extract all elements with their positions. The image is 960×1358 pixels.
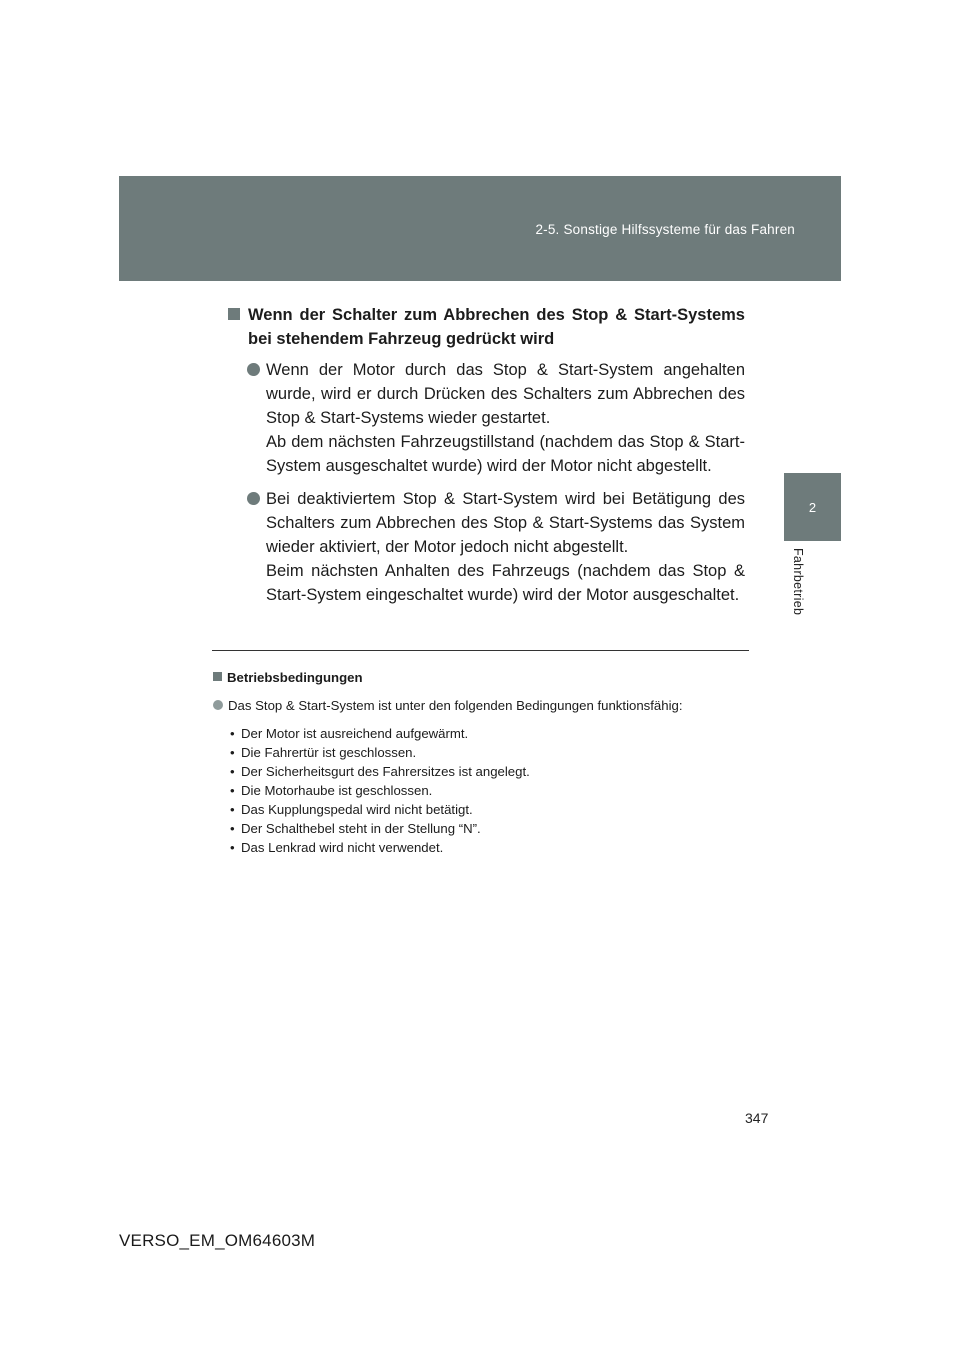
condition-item: • Die Motorhaube ist geschlossen. [230, 781, 743, 800]
circle-bullet-icon [213, 700, 223, 710]
main-list-item [228, 358, 745, 478]
main-item-paragraph: Ab dem nächsten Fahrzeugstillstand (nachdem das Stop & Start-System ausgeschaltet wurde) wird der Motor nicht abgestellt. [266, 433, 745, 475]
square-bullet-icon [228, 308, 240, 320]
main-item-paragraph: Wenn der Motor durch das Stop & Start-System angehalten wurde, wird er durch Drücken des Schalters zum Abbrechen des Stop & Start-Systems wieder gestartet. [266, 361, 745, 427]
condition-item: • Das Kupplungspedal wird nicht betätigt. [230, 800, 743, 819]
chapter-label: Fahrbetrieb [791, 548, 805, 616]
main-heading [228, 303, 745, 351]
condition-item: • Die Fahrertür ist geschlossen. [230, 743, 743, 762]
condition-item: • Das Lenkrad wird nicht verwendet. [230, 838, 743, 857]
document-code: VERSO_EM_OM64603M [119, 1231, 316, 1250]
chapter-tab [784, 473, 841, 541]
main-item-paragraph: Bei deaktiviertem Stop & Start-System wird bei Betätigung des Schalters zum Abbrechen des Stop & Start-Systems das System wieder aktiviert, der Motor jedoch nicht abgestellt. [266, 490, 745, 556]
notes-section [213, 668, 743, 857]
section-header-bar [119, 176, 841, 281]
main-list-item [228, 487, 745, 607]
condition-item: • Der Sicherheitsgurt des Fahrersitzes ist angelegt. [230, 762, 743, 781]
main-item-paragraph: Beim nächsten Anhalten des Fahrzeugs (nachdem das Stop & Start-System eingeschaltet wurde) wird der Motor ausgeschaltet. [266, 562, 745, 604]
section-title: 2-5. Sonstige Hilfssysteme für das Fahren [535, 222, 795, 237]
notes-heading [213, 668, 743, 687]
main-heading-text: Wenn der Schalter zum Abbrechen des Stop & Start-Systems bei stehendem Fahrzeug gedrückt wird [248, 306, 745, 348]
notes-heading-text: Betriebsbedingungen [227, 670, 363, 685]
condition-item: • Der Motor ist ausreichend aufgewärmt. [230, 724, 743, 743]
circle-bullet-icon [247, 363, 260, 376]
main-content [228, 303, 745, 616]
notes-intro: Das Stop & Start-System ist unter den folgenden Bedingungen funktionsfähig: [228, 698, 683, 713]
condition-item: • Der Schalthebel steht in der Stellung “N”. [230, 819, 743, 838]
circle-bullet-icon [247, 492, 260, 505]
notes-list-item [213, 696, 743, 715]
section-divider [212, 650, 749, 651]
chapter-number: 2 [808, 500, 817, 515]
conditions-list [213, 724, 743, 857]
square-bullet-icon [213, 672, 222, 681]
page-number: 347 [745, 1110, 769, 1126]
